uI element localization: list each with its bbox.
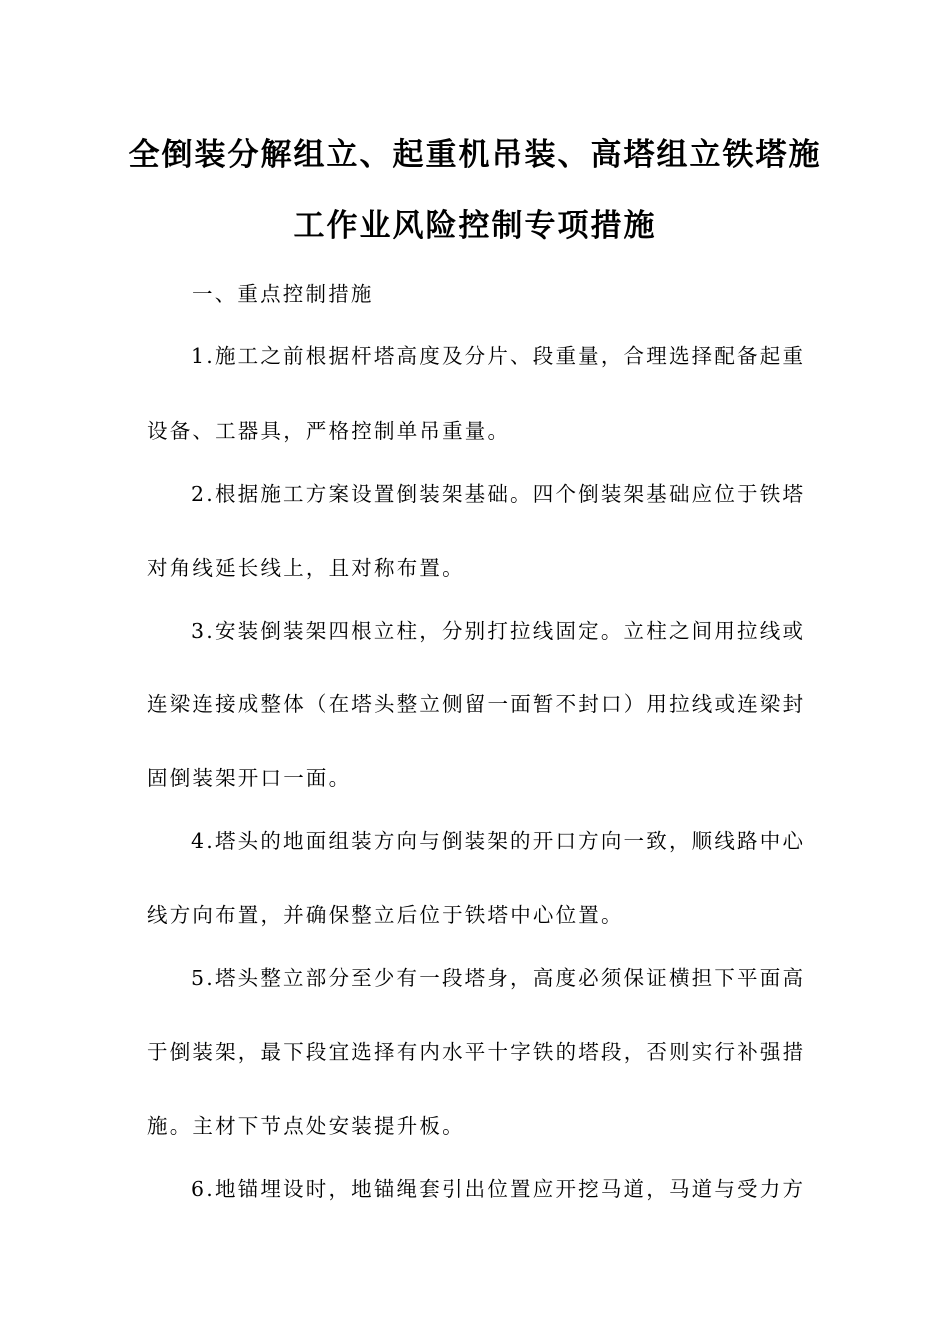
paragraph-line: 6.地锚埋设时，地锚绳套引出位置应开挖马道，马道与受力方 [191, 1177, 806, 1201]
paragraph-line: 4.塔头的地面组装方向与倒装架的开口方向一致，顺线路中心 [191, 829, 806, 853]
paragraph-line: 3.安装倒装架四根立柱，分别打拉线固定。立柱之间用拉线或 [191, 619, 806, 643]
paragraph-line: 于倒装架，最下段宜选择有内水平十字铁的塔段，否则实行补强措 [147, 1040, 806, 1064]
paragraph-line: 施。主材下节点处安装提升板。 [147, 1114, 465, 1138]
paragraph-line: 固倒装架开口一面。 [147, 766, 352, 790]
paragraph-line: 连梁连接成整体（在塔头整立侧留一面暂不封口）用拉线或连梁封 [147, 692, 806, 716]
paragraph-line: 线方向布置，并确保整立后位于铁塔中心位置。 [147, 903, 624, 927]
document-title-line-2: 工作业风险控制专项措施 [293, 208, 657, 244]
paragraph-line: 5.塔头整立部分至少有一段塔身，高度必须保证横担下平面高 [191, 966, 806, 990]
document-title-line-1: 全倒装分解组立、起重机吊装、高塔组立铁塔施 [128, 137, 822, 173]
paragraph-line: 设备、工器具，严格控制单吊重量。 [147, 419, 511, 443]
paragraph-line: 对角线延长线上，且对称布置。 [147, 556, 465, 580]
paragraph-line: 1.施工之前根据杆塔高度及分片、段重量，合理选择配备起重 [191, 344, 806, 368]
paragraph-line: 2.根据施工方案设置倒装架基础。四个倒装架基础应位于铁塔 [191, 482, 806, 506]
section-heading: 一、重点控制措施 [192, 282, 374, 306]
